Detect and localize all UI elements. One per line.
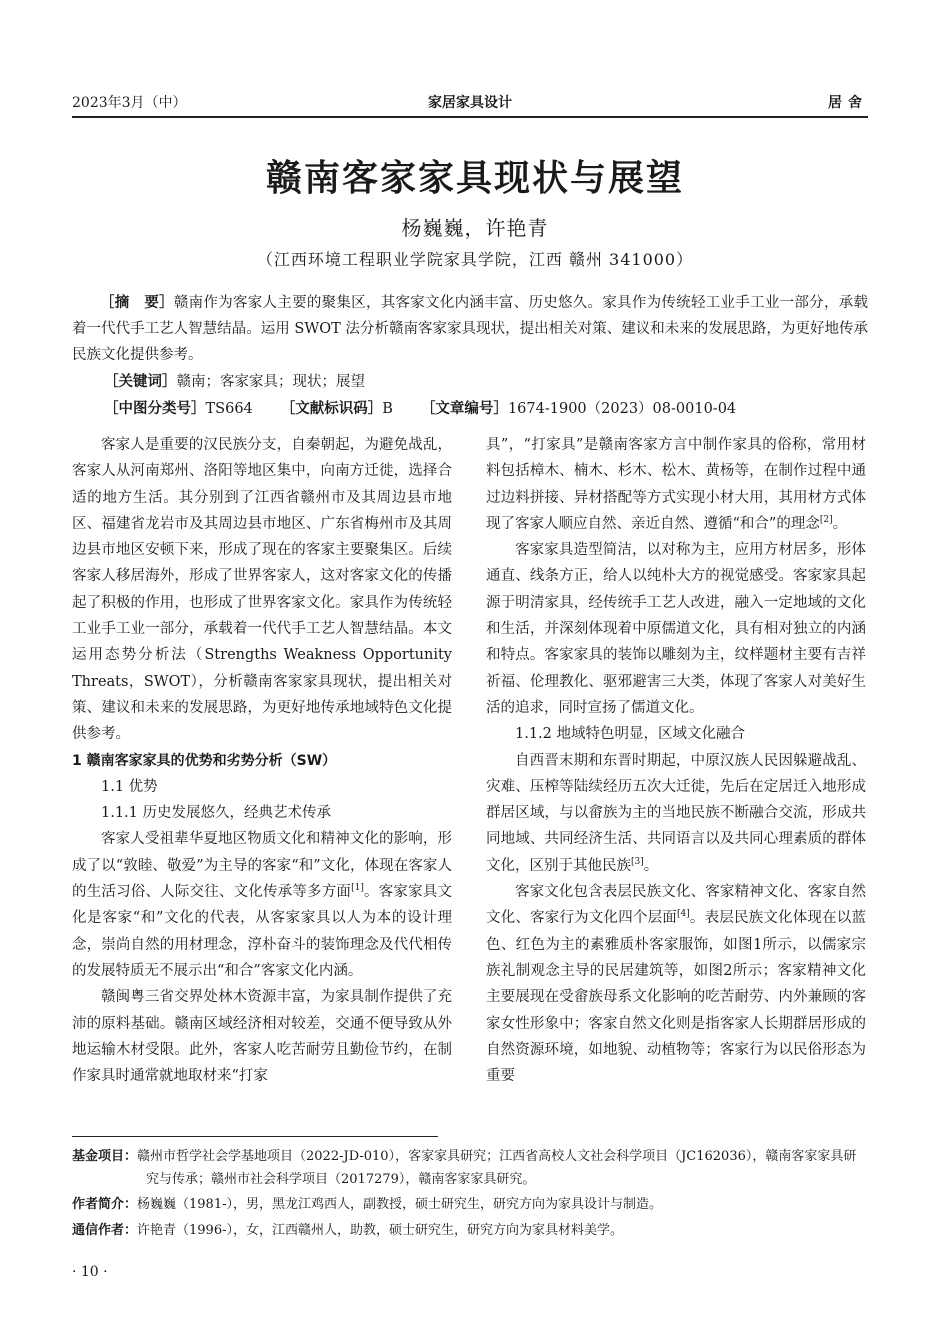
paragraph-text: 具”，“打家具”是赣南客家方言中制作家具的俗称，常用材料包括樟木、楠木、杉木、松木、黄杨等，在制作过程中通过边料拼接、异材搭配等方式实现小材大用，其用材方式体现了客家人顺应自然、亲近自然、遵循“和合”的理念 <box>486 437 866 532</box>
running-header <box>72 90 868 114</box>
section-heading-1-1: 1.1 优势 <box>101 778 158 795</box>
article-no-value: 1674-1900（2023）08-0010-04 <box>507 401 737 417</box>
abstract-text: 赣南作为客家人主要的聚集区，其客家文化内涵丰富、历史悠久。家具作为传统轻工业手工业一部分，承载着一代代手工艺人智慧结晶。运用 SWOT 法分析赣南客家家具现状，提出相关对策、建议和未来的发展思路，为更好地传承民族文化提供参考。 <box>72 295 868 363</box>
paragraph-text: 自西晋末期和东晋时期起，中原汉族人民因躲避战乱、灾难、压榨等陆续经历五次大迁徙，先后在定居迁入地形成群居区域，与以畲族为主的当地民族不断融合交流，形成共同地域、共同经济生活、共同语言以及共同心理素质的群体文化，区别于其他民族 <box>486 752 866 874</box>
keywords-label: ［关键词］ <box>104 374 177 390</box>
corr-text: 许艳青（1996-），女，江西赣州人，助教，硕士研究生，研究方向为家具材料美学。 <box>137 1222 623 1238</box>
citation-3[interactable]: [3] <box>631 856 644 867</box>
keywords <box>104 370 365 391</box>
fund-label: 基金项目： <box>72 1149 138 1164</box>
paragraph-text: 。客家家具文化是客家“和”文化的代表，从客家家具以人为本的设计理念，崇尚自然的用材理念，淳朴奋斗的装饰理念及代代相传的发展特质无不展示出“和合”客家文化内涵。 <box>72 884 452 979</box>
fund-text: 赣州市哲学社会学基地项目（2022-JD-010），客家家具研究；江西省高校人文社会科学项目（JC162036），赣南客家家具研究与传承；赣州市社会科学项目（2017279），赣南客家家具研究。 <box>137 1149 857 1187</box>
section-heading-1-1-2: 1.1.2 地域特色明显，区域文化融合 <box>515 726 746 743</box>
paragraph-form: 客家家具造型简洁，以对称为主，应用方材居多，形体通直、线条方正，给人以纯朴大方的视觉感受。客家家具起源于明清家具，经传统手工艺人改进，融入一定地域的文化和生活，并深刻体现着中原儒道文化，具有相对独立的内涵和特点。客家家具的装饰以雕刻为主，纹样题材主要有吉祥祈福、伦理教化、驱邪避害三大类，体现了客家人对美好生活的追求，同时宣扬了儒道文化。 <box>486 542 866 716</box>
paragraph-history <box>72 826 452 984</box>
paragraph-text: 。 <box>643 857 659 874</box>
article-no-label: ［文章编号］ <box>420 401 508 417</box>
paragraph-text: 客家文化包含表层民族文化、客家精神文化、客家自然文化、客家行为文化四个层面 <box>486 884 866 927</box>
abstract <box>72 290 868 368</box>
clc-value: TS664 <box>205 401 253 417</box>
clc-label: ［中图分类号］ <box>104 401 206 417</box>
citation-1[interactable]: [1] <box>351 883 364 894</box>
footnote-corresponding <box>72 1220 868 1243</box>
paragraph-text: 。表层民族文化体现在以蓝色、红色为主的素雅质朴客家服饰，如图1所示，以儒家宗族礼制观念主导的民居建筑等，如图2所示；客家精神文化主要展现在受畲族母系文化影响的吃苦耐劳、内外兼顾的客家女性形象中；客家自然文化则是指客家人长期群居形成的自然资源环境，如地貌、动植物等；客家行为以民俗形态为重要 <box>486 910 866 1085</box>
header-divider <box>72 116 868 118</box>
paragraph-materials: 赣闽粤三省交界处林木资源丰富，为家具制作提供了充沛的原料基础。赣南区域经济相对较差，交通不便导致从外地运输木材受限。此外，客家人吃苦耐劳且勤俭节约，在制作家具时通常就地取材来“打家 <box>72 989 452 1085</box>
keywords-text: 赣南；客家家具；现状；展望 <box>176 374 365 390</box>
footnote-author <box>72 1194 868 1217</box>
paragraph-text: 客家人受祖辈华夏地区物质文化和精神文化的影响，形成了以“敦睦、敬爱”为主导的客家“和”文化，体现在客家人的生活习俗、人际交往、文化传承等多方面 <box>72 831 452 901</box>
header-date: 2023年3月（中） <box>72 95 187 111</box>
footnotes <box>72 1146 868 1245</box>
paragraph-culture-layers <box>486 879 866 1089</box>
doc-code-label: ［文献标识码］ <box>280 401 383 417</box>
paragraph-migration <box>486 748 866 879</box>
corr-label: 通信作者： <box>72 1222 138 1238</box>
citation-2[interactable]: [2] <box>819 515 833 526</box>
author-text: 杨巍巍（1981-），男，黑龙江鸡西人，副教授，硕士研究生，研究方向为家具设计与制造。 <box>137 1197 662 1212</box>
page-number: · 10 · <box>72 1264 108 1280</box>
abstract-label: ［摘 要］ <box>100 295 174 311</box>
section-heading-1: 1 赣南客家家具的优势和劣势分析（SW） <box>72 752 337 769</box>
footnote-fund <box>72 1146 868 1191</box>
doc-code-value: B <box>382 401 393 417</box>
paragraph-intro: 客家人是重要的汉民族分支，自秦朝起，为避免战乱，客家人从河南郑州、洛阳等地区集中，向南方迁徙，选择合适的地方生活。其分别到了江西省赣州市及其周边县市地区、福建省龙岩市及其周边县市地区、广东省梅州市及其周边县市地区安顿下来，形成了现在的客家主要聚集区。后续客家人移居海外，形成了世界客家人，这对客家文化的传播起了积极的作用，也形成了世界客家文化。家具作为传统轻工业手工业一部分，承载着一代代手工艺人智慧结晶。本文运用态势分析法（Strengths Weakness Opportunity Threats，SWOT），分析赣南客家家具现状，提出相关对策、建议和未来的发展思路，为更好地传承地域特色文化提供参考。 <box>72 437 452 743</box>
paragraph-text: 。 <box>832 515 848 532</box>
body-column-right <box>486 432 866 1089</box>
body-column-left <box>72 432 452 1089</box>
classification-line <box>104 397 736 418</box>
article-authors: 杨巍巍，许艳青 <box>401 216 549 240</box>
paragraph-materials-cont <box>486 432 866 537</box>
header-section: 居舍 <box>828 95 868 111</box>
section-heading-1-1-1: 1.1.1 历史发展悠久，经典艺术传承 <box>101 805 332 822</box>
footnote-divider <box>72 1136 438 1137</box>
author-affiliation: （江西环境工程职业学院家具学院，江西 赣州 341000） <box>256 250 694 269</box>
article-title: 赣南客家家具现状与展望 <box>265 157 684 199</box>
author-label: 作者简介： <box>72 1197 138 1212</box>
header-journal: 家居家具设计 <box>428 95 512 111</box>
citation-4[interactable]: [4] <box>676 909 690 920</box>
